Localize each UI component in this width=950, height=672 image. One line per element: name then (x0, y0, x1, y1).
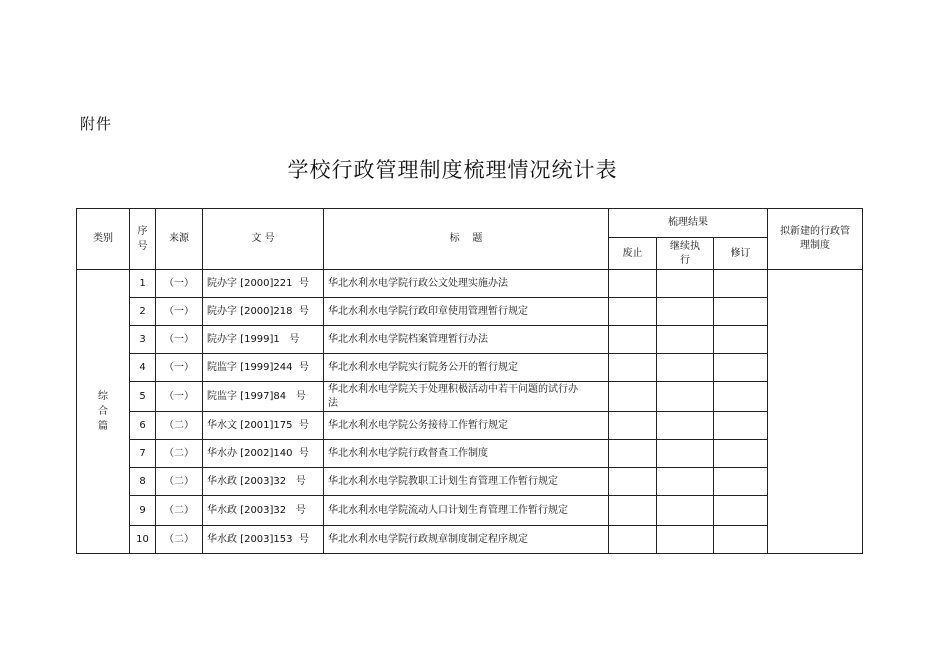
seq-cell: 5 (130, 382, 156, 412)
doc-number-cell: 院监字 [1997]84 号 (203, 382, 324, 412)
revise-cell (714, 526, 768, 554)
seq-cell: 7 (130, 440, 156, 468)
doc-number-cell: 华水政 [2003]32 号 (203, 468, 324, 496)
revise-cell (714, 412, 768, 440)
doc-number-cell: 华水文 [2001]175 号 (203, 412, 324, 440)
header-doc-no: 文 号 (203, 209, 324, 270)
seq-cell: 6 (130, 412, 156, 440)
seq-cell: 4 (130, 354, 156, 382)
source-cell: （一） (156, 326, 203, 354)
subject-cell: 华北水利水电学院档案管理暂行办法 (324, 326, 609, 354)
table-row (77, 354, 863, 382)
continue-cell (657, 382, 714, 412)
doc-number-cell: 华水办 [2002]140 号 (203, 440, 324, 468)
table-row (77, 412, 863, 440)
header-subject: 标 题 (324, 209, 609, 270)
continue-cell (657, 326, 714, 354)
header-seq: 序号 (130, 209, 156, 270)
table-row (77, 526, 863, 554)
revise-cell (714, 326, 768, 354)
subject-cell: 华北水利水电学院行政印章使用管理暂行规定 (324, 298, 609, 326)
source-cell: （二） (156, 526, 203, 554)
table-row (77, 382, 863, 412)
subject-cell: 华北水利水电学院行政公文处理实施办法 (324, 270, 609, 298)
abolish-cell (609, 496, 657, 526)
seq-cell: 3 (130, 326, 156, 354)
table-header-row (77, 209, 863, 238)
source-cell: （一） (156, 298, 203, 326)
table-row (77, 496, 863, 526)
header-category: 类别 (77, 209, 130, 270)
attachment-label: 附件 (80, 115, 113, 133)
revise-cell (714, 270, 768, 298)
seq-cell: 9 (130, 496, 156, 526)
table-row (77, 440, 863, 468)
continue-cell (657, 440, 714, 468)
seq-cell: 1 (130, 270, 156, 298)
header-revise: 修订 (714, 238, 768, 270)
revise-cell (714, 468, 768, 496)
revise-cell (714, 354, 768, 382)
revise-cell (714, 298, 768, 326)
continue-cell (657, 298, 714, 326)
subject-cell: 华北水利水电学院实行院务公开的暂行规定 (324, 354, 609, 382)
header-source: 来源 (156, 209, 203, 270)
source-cell: （二） (156, 440, 203, 468)
category-cell: 综合篇 (77, 270, 130, 554)
abolish-cell (609, 298, 657, 326)
seq-cell: 10 (130, 526, 156, 554)
revise-cell (714, 496, 768, 526)
source-cell: （一） (156, 270, 203, 298)
abolish-cell (609, 526, 657, 554)
doc-number-cell: 院监字 [1999]244 号 (203, 354, 324, 382)
source-cell: （一） (156, 382, 203, 412)
continue-cell (657, 468, 714, 496)
header-result-group: 梳理结果 (609, 209, 768, 238)
table-row (77, 298, 863, 326)
subject-cell: 华北水利水电学院教职工计划生育管理工作暂行规定 (324, 468, 609, 496)
abolish-cell (609, 354, 657, 382)
abolish-cell (609, 412, 657, 440)
doc-number-cell: 院办字 [1999]1 号 (203, 326, 324, 354)
continue-cell (657, 496, 714, 526)
abolish-cell (609, 382, 657, 412)
source-cell: （二） (156, 412, 203, 440)
continue-cell (657, 354, 714, 382)
subject-cell: 华北水利水电学院关于处理积极活动中若干问题的试行办法 (324, 382, 609, 412)
abolish-cell (609, 326, 657, 354)
new-system-cell (768, 270, 863, 554)
seq-cell: 2 (130, 298, 156, 326)
continue-cell (657, 412, 714, 440)
revise-cell (714, 382, 768, 412)
abolish-cell (609, 468, 657, 496)
continue-cell (657, 270, 714, 298)
page-title: 学校行政管理制度梳理情况统计表 (287, 158, 618, 182)
subject-cell: 华北水利水电学院流动人口计划生育管理工作暂行规定 (324, 496, 609, 526)
source-cell: （二） (156, 468, 203, 496)
subject-cell: 华北水利水电学院行政督查工作制度 (324, 440, 609, 468)
abolish-cell (609, 440, 657, 468)
subject-cell: 华北水利水电学院公务接待工作暂行规定 (324, 412, 609, 440)
header-continue: 继续执行 (657, 238, 714, 270)
subject-cell: 华北水利水电学院行政规章制度制定程序规定 (324, 526, 609, 554)
revise-cell (714, 440, 768, 468)
doc-number-cell: 华水政 [2003]153 号 (203, 526, 324, 554)
continue-cell (657, 526, 714, 554)
header-new-system: 拟新建的行政管理制度 (768, 209, 863, 270)
doc-number-cell: 院办字 [2000]221 号 (203, 270, 324, 298)
table-row (77, 326, 863, 354)
source-cell: （一） (156, 354, 203, 382)
header-abolish: 废止 (609, 238, 657, 270)
statistics-table (76, 208, 863, 554)
abolish-cell (609, 270, 657, 298)
table-row (77, 468, 863, 496)
doc-number-cell: 院办字 [2000]218 号 (203, 298, 324, 326)
table-row (77, 270, 863, 298)
doc-number-cell: 华水政 [2003]32 号 (203, 496, 324, 526)
source-cell: （二） (156, 496, 203, 526)
seq-cell: 8 (130, 468, 156, 496)
